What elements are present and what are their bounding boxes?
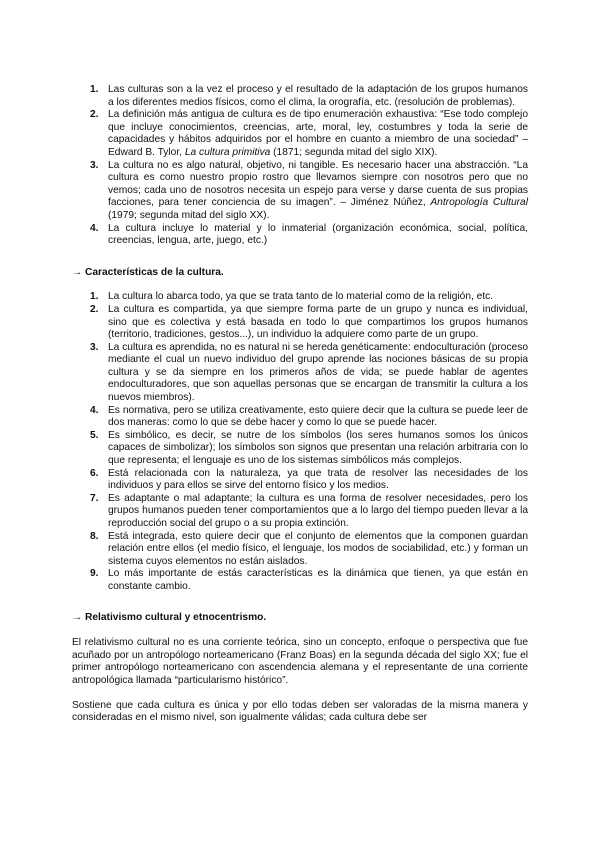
list-item	[90, 568, 528, 593]
list-number: 9.	[90, 568, 99, 580]
list-item	[90, 109, 528, 159]
list-number: 8.	[90, 530, 99, 542]
section-title: Características de la cultura.	[85, 266, 224, 278]
list-item-text: Es simbólico, es decir, se nutre de los símbolos (los seres humanos somos los únicos capaces de simbolizar); los símbolos son signos que presentan una relación arbitraria con lo que representa; el lenguaje es uno de los sistemas simbólicos más complejos.	[108, 429, 528, 467]
list-number: 3.	[90, 341, 99, 353]
list-item-text: Es adaptante o mal adaptante; la cultura es una forma de resolver necesidades, pero los grupos humanos pueden tener comportamientos que a lo largo del tiempo pueden llevar a la reproducción social del grupo o a su propia extinción.	[108, 492, 528, 529]
characteristics-list	[90, 291, 528, 593]
list-item-text: Está integrada, esto quiere decir que el conjunto de elementos que la componen guardan relación entre ellos (el medio físico, el lenguaje, los modos de sociabilidad, etc.) y forman un sistema cuyos elementos no están aislados.	[108, 530, 528, 567]
list-item-text-end: (1979; segunda mitad del siglo XX).	[108, 209, 270, 221]
body-paragraph: El relativismo cultural no es una corriente teórica, sino un concepto, enfoque o perspectiva que fue acuñado por un antropólogo norteamericano (Franz Boas) en la segunda década del siglo XX; fue el primer antropólogo norteamericano con ascendencia alemana y el representante de una corriente antropológica llamada “particularismo histórico”.	[72, 637, 528, 686]
arrow-icon: →	[72, 266, 83, 278]
list-number: 1.	[90, 84, 99, 95]
list-item-text: La cultura lo abarca todo, ya que se trata tanto de lo material como de la religión, etc.	[108, 291, 494, 303]
book-title: La cultura primitiva	[184, 146, 271, 158]
list-item	[90, 430, 528, 468]
list-item-text: Las culturas son a la vez el proceso y el resultado de la adaptación de los grupos humanos a los diferentes medios físicos, como el clima, la orografía, etc. (resolución de problemas).	[108, 84, 528, 108]
list-number: 6.	[90, 467, 99, 479]
list-number: 2.	[90, 109, 99, 121]
list-number: 2.	[90, 303, 99, 315]
list-item-text: La cultura no es algo natural, objetivo, ni tangible. Es necesario hacer una abstracción. “La cultura es como nuestro propio rostro que llevamos siempre con nosotros pero que no vemos; cada uno de nosotros necesita un espejo para verse y darse cuenta de sus propias facciones, para tener conciencia de su imagen”. – Jiménez Núñez,	[108, 159, 528, 209]
list-item	[90, 160, 528, 223]
list-item	[90, 468, 528, 493]
list-number: 4.	[90, 404, 99, 416]
list-number: 3.	[90, 159, 99, 171]
list-item-text: Es normativa, pero se utiliza creativamente, esto quiere decir que la cultura se puede leer de dos maneras: como lo que se debe hacer y como lo que se puede hacer.	[108, 404, 528, 429]
list-item-text-end: (1871; segunda mitad del siglo XIX).	[270, 146, 438, 158]
list-item	[90, 84, 528, 109]
list-item-text: La cultura incluye lo material y lo inmaterial (organización económica, social, política, creencias, lengua, arte, juego, etc.)	[108, 222, 528, 247]
section-heading-relativism	[72, 612, 528, 625]
section-title: Relativismo cultural y etnocentrismo.	[85, 611, 267, 623]
list-item	[90, 405, 528, 430]
arrow-icon: →	[72, 611, 83, 623]
list-number: 7.	[90, 492, 99, 504]
body-paragraph: Sostiene que cada cultura es única y por ello todas deben ser valoradas de la misma manera y consideradas en el mismo nivel, son igualmente válidas; cada cultura debe ser	[72, 699, 528, 724]
list-item-text: La cultura es aprendida, no es natural ni se hereda genéticamente: endoculturación (proceso mediante el cual un nuevo individuo del grupo aprende las nociones básicas de su propia cultura y se da siempre en los primeros años de vida; se puede hablar de agentes endoculturadores, que son aquellas personas que se encargan de transmitir la cultura a los nuevos miembros).	[108, 341, 528, 404]
book-title: Antropología Cultural	[430, 197, 528, 209]
list-item	[90, 223, 528, 248]
document-page	[72, 84, 528, 725]
list-number: 1.	[90, 291, 99, 303]
list-item	[90, 342, 528, 405]
section-heading-characteristics	[72, 267, 528, 280]
list-item	[90, 291, 528, 304]
list-item	[90, 493, 528, 531]
definitions-list	[90, 84, 528, 248]
list-number: 4.	[90, 222, 99, 234]
list-item	[90, 304, 528, 342]
list-item	[90, 531, 528, 569]
list-item-text: La cultura es compartida, ya que siempre forma parte de un grupo y nunca es individual, sino que es colectiva y está basada en todo lo que compartimos los grupos humanos (territorio, tradiciones, gestos...), un individuo la adquiere como parte de un grupo.	[108, 303, 528, 341]
list-item-text: Está relacionada con la naturaleza, ya que trata de resolver las necesidades de los individuos y para ellos se sirve del entorno físico y los medios.	[108, 467, 528, 492]
list-item-text: Lo más importante de estás características es la dinámica que tienen, ya que están en constante cambio.	[108, 568, 528, 592]
list-item-text: La definición más antigua de cultura es de tipo enumeración exhaustiva: “Ese todo complejo que incluye conocimientos, creencias, arte, moral, ley, costumbres y toda la serie de capacidades y hábitos adquiridos por el hombre en cuanto a miembro de una sociedad” – Edward B. Tylor,	[108, 109, 528, 158]
list-number: 5.	[90, 429, 99, 441]
